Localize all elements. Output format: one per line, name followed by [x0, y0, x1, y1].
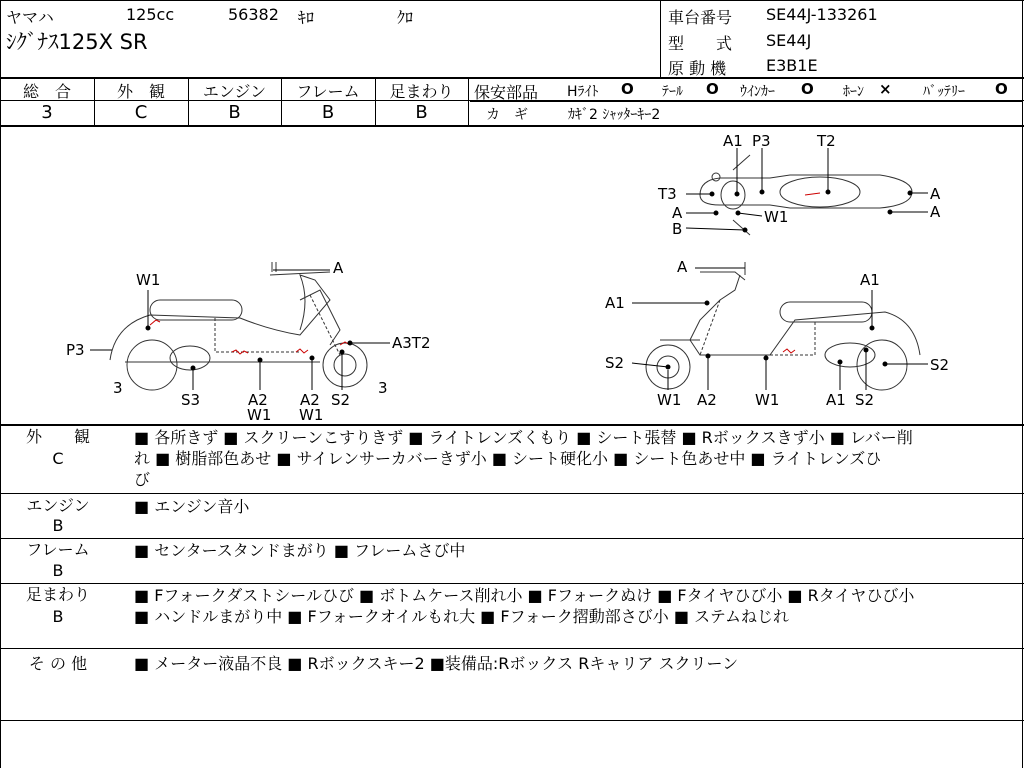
engine-value: E3B1E	[766, 56, 818, 75]
grade-label-overall: 総 合	[22, 82, 71, 101]
diagram-label: A1	[723, 132, 743, 150]
engine-label: 原 動 機	[668, 59, 727, 78]
grade-label-engine: エンジン	[202, 82, 267, 101]
section-grade: B	[52, 516, 64, 535]
grade-label-frame: フレーム	[296, 82, 360, 101]
diagram-label: 3	[113, 379, 123, 397]
section-title: 外 観	[25, 427, 90, 446]
diagram-label: A	[930, 203, 941, 221]
grade-label-suspension: 足まわり	[389, 82, 454, 101]
grade-value-overall: 3	[41, 102, 53, 123]
key-label: カ ギ	[486, 107, 528, 123]
grade-value-frame: B	[321, 102, 335, 123]
diagram-label: S2	[930, 356, 950, 374]
diagram-label: S2	[331, 391, 351, 409]
model-name: ｼｸﾞﾅｽ125X SR	[6, 30, 148, 54]
diagram-label: A	[333, 259, 344, 277]
safety-item-winker: ｳｲﾝｶｰ	[740, 84, 775, 100]
diagram-label: W1	[755, 391, 780, 409]
section-grade: C	[52, 449, 64, 468]
diagram-label: W1	[764, 208, 789, 226]
chassis-value: SE44J-133261	[766, 5, 878, 24]
key-value: ｶｷﾞ2 ｼｬｯﾀｰｷｰ2	[568, 107, 661, 123]
grade-value-exterior: C	[134, 102, 148, 123]
section-line: ■ ハンドルまがり中 ■ Fフォークオイルもれ大 ■ Fフォーク摺動部さび小 ■ ステムねじれ	[134, 607, 789, 626]
diagram-label: W1	[299, 406, 324, 423]
displacement: 125cc	[126, 5, 175, 24]
safety-status-horn: ×	[879, 80, 892, 98]
safety-item-battery: ﾊﾞｯﾃﾘｰ	[923, 84, 965, 100]
safety-label: 保安部品	[474, 83, 539, 102]
diagram-label: A	[677, 258, 688, 276]
grade-value-suspension: B	[415, 102, 428, 123]
section-line: ■ Fフォークダストシールひび ■ ボトムケース削れ小 ■ Fフォークぬけ ■ Fタイヤひび小 ■ Rタイヤひび小	[134, 586, 915, 605]
safety-status-battery: O	[995, 80, 1008, 98]
diagram-label: 3	[378, 379, 388, 397]
mileage-unit: ｷﾛ	[298, 8, 315, 27]
safety-item-horn: ﾎｰﾝ	[843, 84, 864, 100]
safety-item-tail: ﾃｰﾙ	[662, 84, 683, 100]
mileage: 56382	[228, 5, 279, 24]
safety-status-headlight: O	[621, 80, 634, 98]
diagram-label: P3	[752, 132, 771, 150]
type-value: SE44J	[766, 31, 812, 50]
section-grade: B	[52, 607, 64, 626]
diagram-label: S2	[855, 391, 875, 409]
section-title: フレーム	[26, 540, 90, 559]
diagram-label: A2	[697, 391, 717, 409]
diagram-label: A	[930, 185, 941, 203]
diagram-label: B	[672, 220, 683, 238]
diagram-label: A2	[300, 391, 320, 409]
diagram-label: A	[672, 204, 683, 222]
section-line: ■ メーター液晶不良 ■ Rボックスキー2 ■装備品:Rボックス Rキャリア スクリーン	[134, 654, 739, 673]
diagram-label: A2	[248, 391, 268, 409]
safety-status-tail: O	[706, 80, 719, 98]
diagram-label: P3	[66, 341, 85, 359]
diagram-label: W1	[657, 391, 682, 409]
diagram-label: A3T2	[392, 334, 431, 352]
section-line: れ ■ 樹脂部色あせ ■ サイレンサーカバーきず小 ■ シート硬化小 ■ シート色あせ中 ■ ライトレンズひ	[134, 449, 882, 468]
chassis-label: 車台番号	[668, 8, 733, 27]
diagram-label: A1	[860, 271, 880, 289]
diagram-label: A1	[826, 391, 846, 409]
diagram-label: W1	[136, 271, 161, 289]
safety-item-headlight: Hﾗｲﾄ	[567, 84, 599, 100]
grade-value-engine: B	[228, 102, 241, 123]
diagram-label: T3	[658, 185, 677, 203]
diagram-label: S2	[605, 354, 625, 372]
color: ｸﾛ	[397, 8, 414, 27]
safety-status-winker: O	[801, 80, 814, 98]
diagram-label: S3	[181, 391, 201, 409]
section-title: 足まわり	[25, 585, 90, 604]
section-line: ■ 各所きず ■ スクリーンこすりきず ■ ライトレンズくもり ■ シート張替 ■ Rボックスきず小 ■ レバー削	[134, 428, 913, 447]
diagram-label: T2	[817, 132, 836, 150]
damage-diagram	[0, 126, 1022, 423]
section-line: ■ エンジン音小	[134, 497, 250, 516]
grade-label-exterior: 外 観	[116, 82, 165, 101]
section-grade: B	[52, 561, 64, 580]
diagram-label: A1	[605, 294, 625, 312]
diagram-label: W1	[247, 406, 272, 423]
type-label: 型 式	[668, 34, 733, 53]
section-line: ■ センタースタンドまがり ■ フレームさび中	[134, 541, 466, 560]
section-title: エンジン	[26, 496, 90, 515]
maker: ヤマハ	[6, 8, 54, 27]
section-line: び	[134, 470, 151, 489]
section-title: そ の 他	[28, 654, 88, 673]
